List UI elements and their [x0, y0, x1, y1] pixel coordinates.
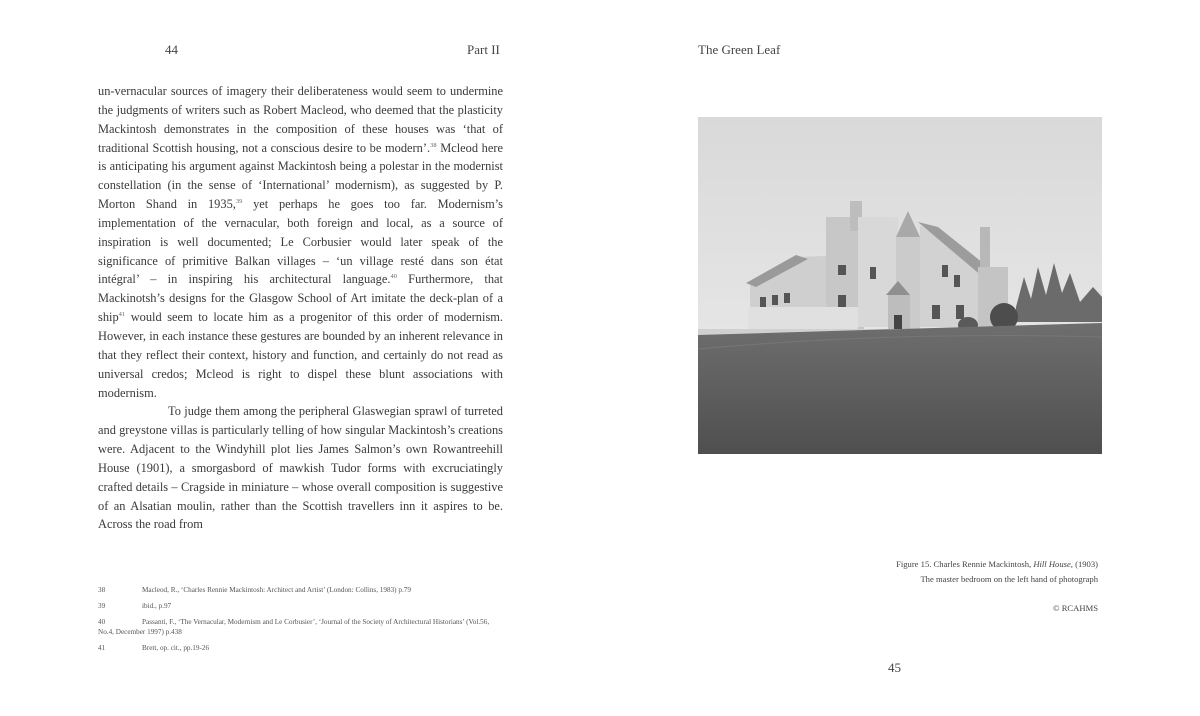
figure-caption [896, 557, 1098, 587]
caption-line-2: The master bedroom on the left hand of photograph [920, 574, 1098, 584]
right-page-number: 45 [888, 660, 901, 675]
footnote-40: 40 Passanti, F., ‘The Vernacular, Modernism and Le Corbusier’, ‘Journal of the Society of Architectural Historians’ (Vol.56, No.4, December 1997) p.438 [98, 618, 490, 636]
footnote-38: 38 Macleod, R., ‘Charles Rennie Mackintosh: Architect and Artist’ (London: Collins, 1983) p.79 [98, 586, 411, 594]
hill-house-photograph [698, 117, 1102, 454]
photo-credit: © RCAHMS [1053, 603, 1098, 613]
footnote-ref-40[interactable]: 40 [390, 273, 397, 281]
right-running-head: The Green Leaf [698, 42, 781, 57]
paragraph-1: un-vernacular sources of imagery their deliberateness would seem to undermine the judgments of writers such as Robert Macleod, who deemed that the plasticity Mackintosh demonstrates in the composition of these houses was ‘that of traditional Scottish housing, not a conscious desire to be modern’.$^{38}$ Mcleod here is anticipating his argument against Mackintosh being a polestar in the modernist constellation (in the sense of ‘International’ modernism), as suggested by P. Morton Shand in 1935,39 yet perhaps he goes too far. Modernism’s implementation of the vernacular, both foreign and local, as a source of inspiration is well documented; Le Corbusier would later speak of the significance of primitive Balkan villages – ‘un village resté dans son état intégral’ – in inspiring his architectural language.$^{40}$ Furthermore, that Mackinotsh’s designs for the Glasgow School of Art imitate the deck-plan of a ship$^{41}$ would seem to locate him as a progenitor of this order of modernism. However, in each instance these gestures are bounded by an inherent relevance in that they reflect their context, history and function, and certainly do not read as universal credos; Mcleod is right to dispel these blunt associations with modernism. [98, 84, 504, 400]
footnotes [98, 585, 503, 659]
footnote-ref-38[interactable]: 38 [430, 141, 437, 149]
caption-line-1: Figure 15. Charles Rennie Mackintosh, Hill House, (1903) [896, 559, 1098, 569]
paragraph-2: To judge them among the peripheral Glaswegian sprawl of turreted and greystone villas is particularly telling of how singular Mackintosh’s creations were. Adjacent to the Windyhill plot lies James Salmon’s own Rowantreehill House (1901), a smorgasbord of mawkish Tudor forms with excruciatingly crafted details – Cragside in miniature – whose overall composition is suggestive of an Alsatian moulin, rather than the Scottish travellers inn it aspires to be. Across the road from [98, 404, 503, 532]
left-page-number: 44 [165, 42, 178, 57]
left-running-head: Part II [467, 42, 500, 57]
footnote-39: 39 ibid., p.97 [98, 602, 172, 610]
footnote-41: 41 Brett, op. cit., pp.19-26 [98, 644, 210, 652]
main-body-text [98, 82, 503, 534]
footnote-ref-41[interactable]: 41 [118, 311, 126, 319]
footnote-ref-39[interactable]: 39 [235, 198, 243, 206]
